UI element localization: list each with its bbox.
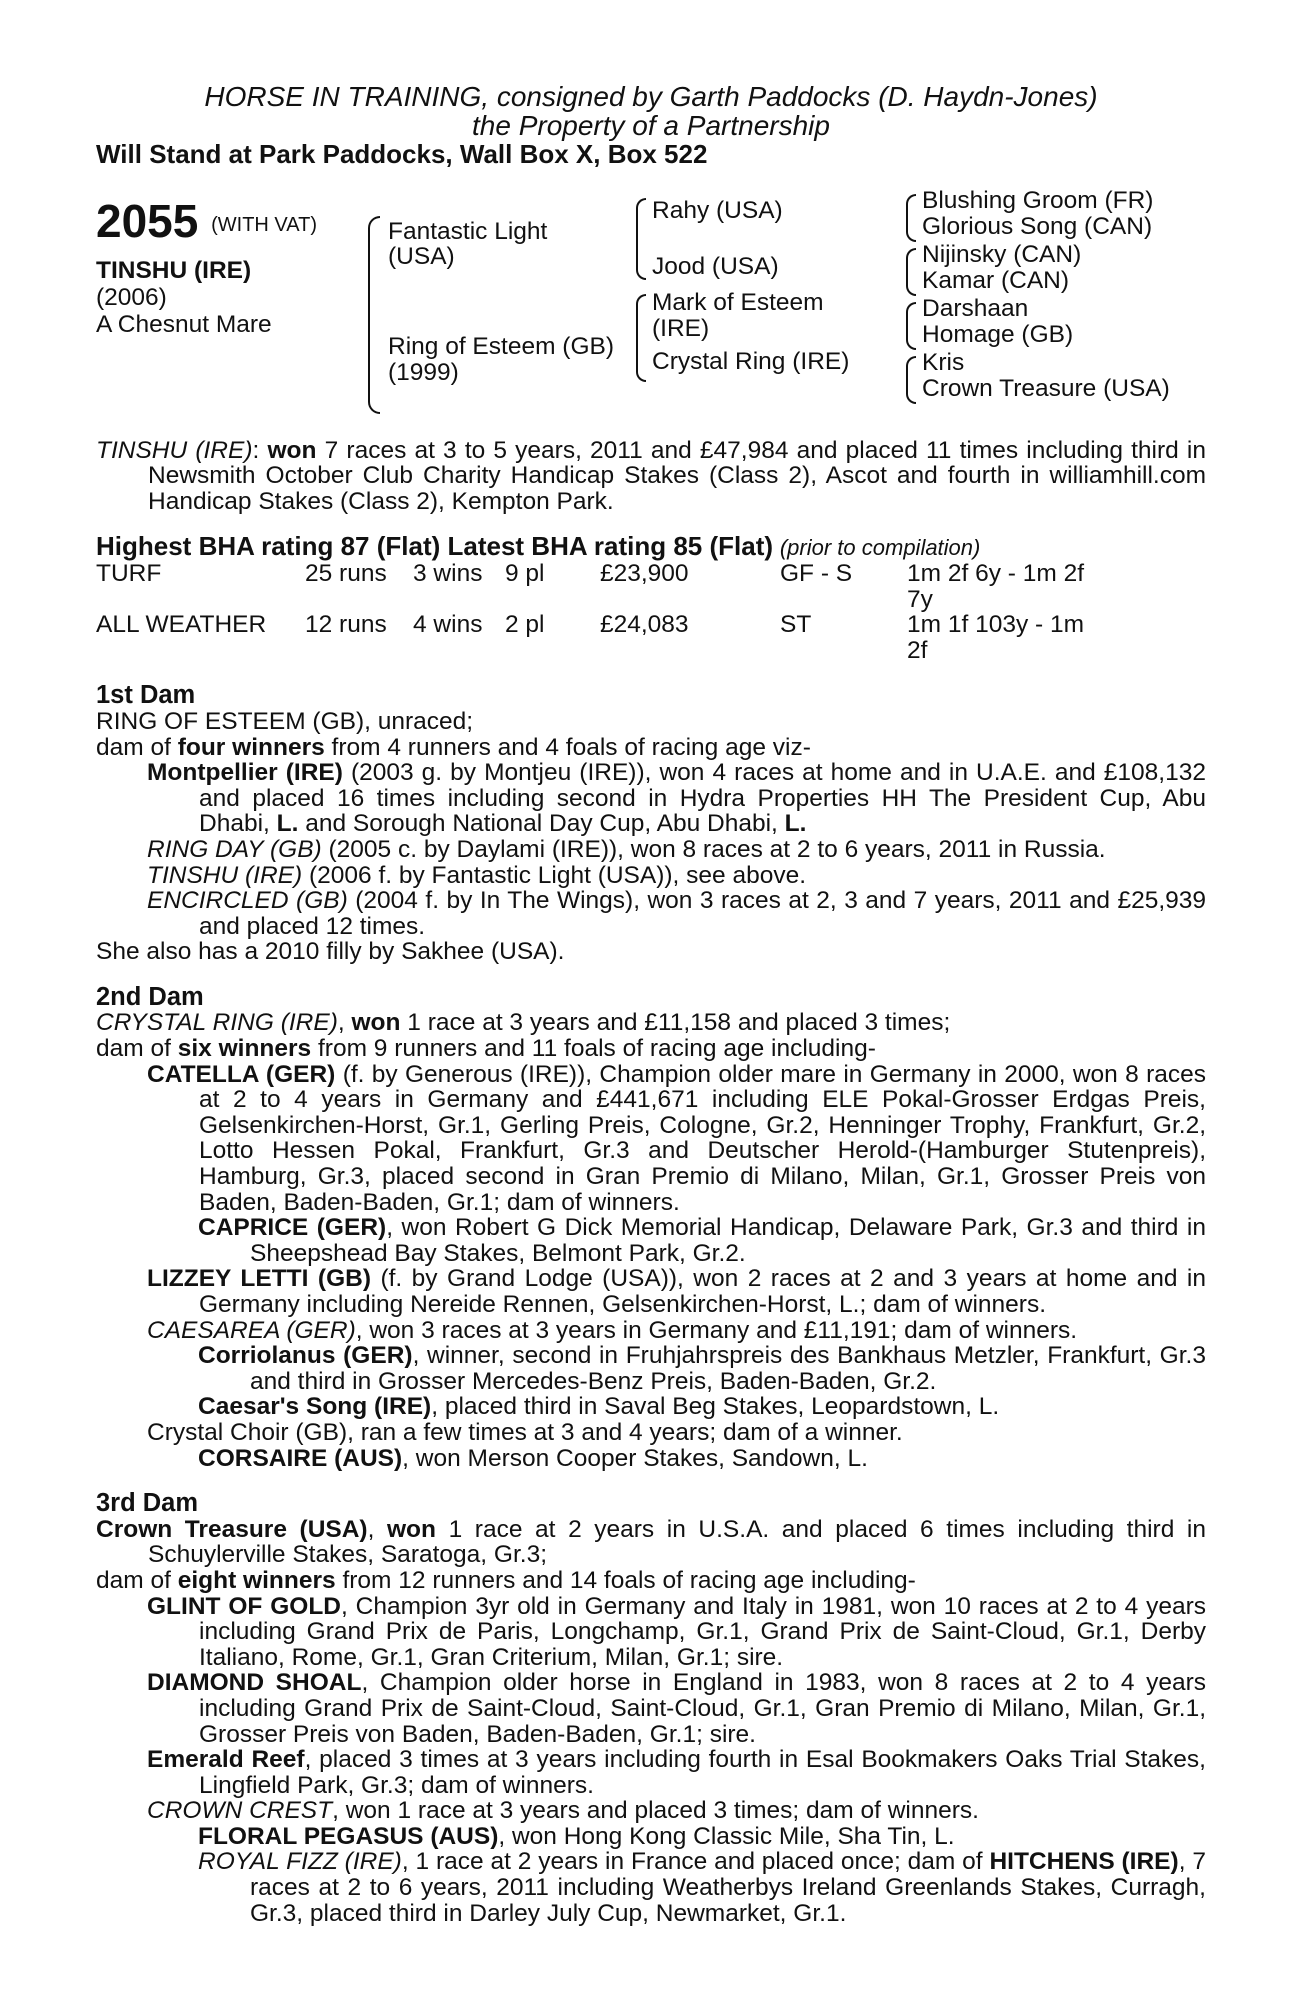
- produce-diamond-shoal: DIAMOND SHOAL, Champion older horse in England in 1983, won 8 races at 2 to 4 years including Grand Prix de Saint-Cloud, Saint-Cloud, Gr.1, Gran Premio di Milano, Milan, Gr.1, Grosser Preis von Baden, Baden-Baden, Gr.1; sire.: [147, 1669, 1207, 1748]
- first-dam-line: RING OF ESTEEM (GB), unraced;: [96, 707, 474, 735]
- sire: Fantastic Light: [388, 217, 548, 245]
- produce-caesars-song: Caesar's Song (IRE), placed third in Saval Beg Stakes, Leopardstown, L.: [198, 1393, 1000, 1421]
- bracket: [636, 294, 646, 382]
- horse-description: A Chesnut Mare: [96, 310, 272, 338]
- produce-ring-day: RING DAY (GB) (2005 c. by Daylami (IRE)), won 8 races at 2 to 6 years, 2011 in Russia.: [147, 835, 1106, 863]
- produce-catella: CATELLA (GER) (f. by Generous (IRE)), Champion older mare in Germany in 2000, won 8 races at 2 to 4 years in Germany and £441,671 including ELE Pokal-Grosser Erdgas Preis, Gelsenkirchen-Horst, Gr.1, Gerling Preis, Cologne, Gr.2, Henninger Trophy, Frankfurt, Gr.2, Lotto Hessen Pokal, Frankfurt, Gr.3 and Deutscher Herold-(Hamburger Stutenpreis), Hamburg, Gr.3, placed second in Gran Premio di Milano, Milan, Gr.1, Grosser Preis von Baden, Baden-Baden, Gr.1; dam of winners.: [147, 1060, 1207, 1216]
- third-dam-produce: dam of eight winners from 12 runners and 14 foals of racing age including-: [96, 1566, 916, 1594]
- produce-royal-fizz: ROYAL FIZZ (IRE), 1 race at 2 years in France and placed once; dam of HITCHENS (IRE), 7 races at 2 to 6 years, 2011 including Weatherbys Ireland Greenlands Stakes, Curragh, Gr.3, placed third in Darley July Cup, Newmarket, Gr.1.: [198, 1848, 1206, 1927]
- bracket: [906, 248, 916, 296]
- bracket: [906, 302, 916, 350]
- produce-montpellier: Montpellier (IRE) (2003 g. by Montjeu (IRE)), won 4 races at home and in U.A.E. and £108,132 and placed 16 times including second in Hydra Properties HH The President Cup, Abu Dhabi, L. and Sorough National Day Cup, Abu Dhabi, L.: [147, 759, 1206, 838]
- dam-dam: Crystal Ring (IRE): [652, 347, 850, 375]
- produce-encircled: ENCIRCLED (GB) (2004 f. by In The Wings), won 3 races at 2, 3 and 7 years, 2011 and £25,939 and placed 12 times.: [147, 887, 1207, 940]
- ratings-title: Highest BHA rating 87 (Flat) Latest BHA rating 85 (Flat) (prior to compilation): [96, 531, 981, 562]
- foaling-year: (2006): [96, 283, 167, 311]
- third-dam-heading: 3rd Dam: [96, 1489, 199, 1518]
- dam: Ring of Esteem (GB): [388, 332, 615, 360]
- ped-sss: Blushing Groom (FR): [922, 186, 1154, 214]
- first-dam-heading: 1st Dam: [96, 681, 196, 710]
- produce-caesarea: CAESAREA (GER), won 3 races at 3 years in Germany and £11,191; dam of winners.: [147, 1316, 1078, 1344]
- dam-sire: Mark of Esteem: [652, 288, 824, 316]
- ped-ddd: Crown Treasure (USA): [922, 374, 1170, 402]
- ped-sdd: Kamar (CAN): [922, 266, 1070, 294]
- bracket: [636, 198, 646, 280]
- third-dam-line: Crown Treasure (USA), won 1 race at 2 years in U.S.A. and placed 6 times including third in Schuylerville Stakes, Saratoga, Gr.3;: [96, 1515, 1206, 1569]
- produce-note: She also has a 2010 filly by Sakhee (USA).: [96, 938, 565, 966]
- property-line: the Property of a Partnership: [472, 110, 830, 141]
- bracket: [906, 356, 916, 404]
- sire-dam: Jood (USA): [652, 252, 779, 280]
- bracket: [906, 194, 916, 242]
- produce-corriolanus: Corriolanus (GER), winner, second in Fruhjahrspreis des Bankhaus Metzler, Frankfurt, Gr.3 and third in Grosser Mercedes-Benz Preis, Baden-Baden, Gr.2.: [198, 1342, 1206, 1395]
- produce-caprice: CAPRICE (GER), won Robert G Dick Memorial Handicap, Delaware Park, Gr.3 and third in Sheepshead Bay Stakes, Belmont Park, Gr.2.: [198, 1214, 1206, 1267]
- produce-crown-crest: CROWN CREST, won 1 race at 3 years and placed 3 times; dam of winners.: [147, 1797, 979, 1825]
- ratings-row-aw: ALL WEATHER 12 runs 4 wins 2 pl £24,083 ST 1m 1f 103y - 1m 2f: [96, 611, 1085, 664]
- catalogue-page: [96, 82, 1206, 1926]
- produce-corsaire: CORSAIRE (AUS), won Merson Cooper Stakes, Sandown, L.: [198, 1444, 868, 1472]
- ped-sds: Nijinsky (CAN): [922, 240, 1082, 268]
- ratings-row-turf: TURF 25 runs 3 wins 9 pl £23,900 GF - S 1m 2f 6y - 1m 2f 7y: [96, 559, 1085, 613]
- produce-tinshu: TINSHU (IRE) (2006 f. by Fantastic Light (USA)), see above.: [147, 861, 807, 889]
- ped-dds: Kris: [922, 348, 965, 376]
- sire-country: (USA): [388, 242, 455, 270]
- vat-note: (WITH VAT): [211, 213, 318, 236]
- sire-sire: Rahy (USA): [652, 196, 783, 224]
- bracket: [368, 216, 380, 414]
- produce-floral-pegasus: FLORAL PEGASUS (AUS), won Hong Kong Classic Mile, Sha Tin, L.: [198, 1822, 955, 1850]
- pedigree-chart: [96, 186, 1206, 428]
- dam-sire-country: (IRE): [652, 314, 710, 342]
- second-dam-produce: dam of six winners from 9 runners and 11 foals of racing age including-: [96, 1035, 876, 1063]
- race-summary: TINSHU (IRE): won 7 races at 3 to 5 years, 2011 and £47,984 and placed 11 times including third in Newsmith October Club Charity Handicap Stakes (Class 2), Ascot and fourth in williamhill.com Handicap Stakes (Class 2), Kempton Park.: [96, 436, 1207, 515]
- consignor-line: HORSE IN TRAINING, consigned by Garth Paddocks (D. Haydn-Jones): [204, 81, 1098, 112]
- first-dam-produce: dam of four winners from 4 runners and 4 foals of racing age viz-: [96, 733, 811, 761]
- produce-glint-of-gold: GLINT OF GOLD, Champion 3yr old in Germany and Italy in 1981, won 10 races at 2 to 4 years including Grand Prix de Paris, Longchamp, Gr.1, Grand Prix de Saint-Cloud, Gr.1, Derby Italiano, Rome, Gr.1, Gran Criterium, Milan, Gr.1; sire.: [147, 1592, 1206, 1671]
- produce-lizzey-letti: LIZZEY LETTI (GB) (f. by Grand Lodge (USA)), won 2 races at 2 and 3 years at home and in Germany including Nereide Rennen, Gelsenkirchen-Horst, L.; dam of winners.: [147, 1265, 1206, 1318]
- second-dam-heading: 2nd Dam: [96, 982, 204, 1011]
- produce-crystal-choir: Crystal Choir (GB), ran a few times at 3 and 4 years; dam of a winner.: [147, 1418, 903, 1446]
- ped-dsd: Homage (GB): [922, 320, 1074, 348]
- stabling-line: Will Stand at Park Paddocks, Wall Box X, Box 522: [96, 139, 708, 169]
- lot-number: 2055 (WITH VAT): [96, 194, 318, 247]
- dam-year: (1999): [388, 358, 459, 386]
- produce-emerald-reef: Emerald Reef, placed 3 times at 3 years including fourth in Esal Bookmakers Oaks Trial Stakes, Lingfield Park, Gr.3; dam of winners.: [147, 1746, 1206, 1799]
- ped-dss: Darshaan: [922, 294, 1029, 322]
- ratings-block: [96, 531, 1206, 664]
- ped-ssd: Glorious Song (CAN): [922, 212, 1153, 240]
- horse-name: TINSHU (IRE): [96, 256, 252, 284]
- second-dam-line: CRYSTAL RING (IRE), won 1 race at 3 years and £11,158 and placed 3 times;: [96, 1009, 951, 1037]
